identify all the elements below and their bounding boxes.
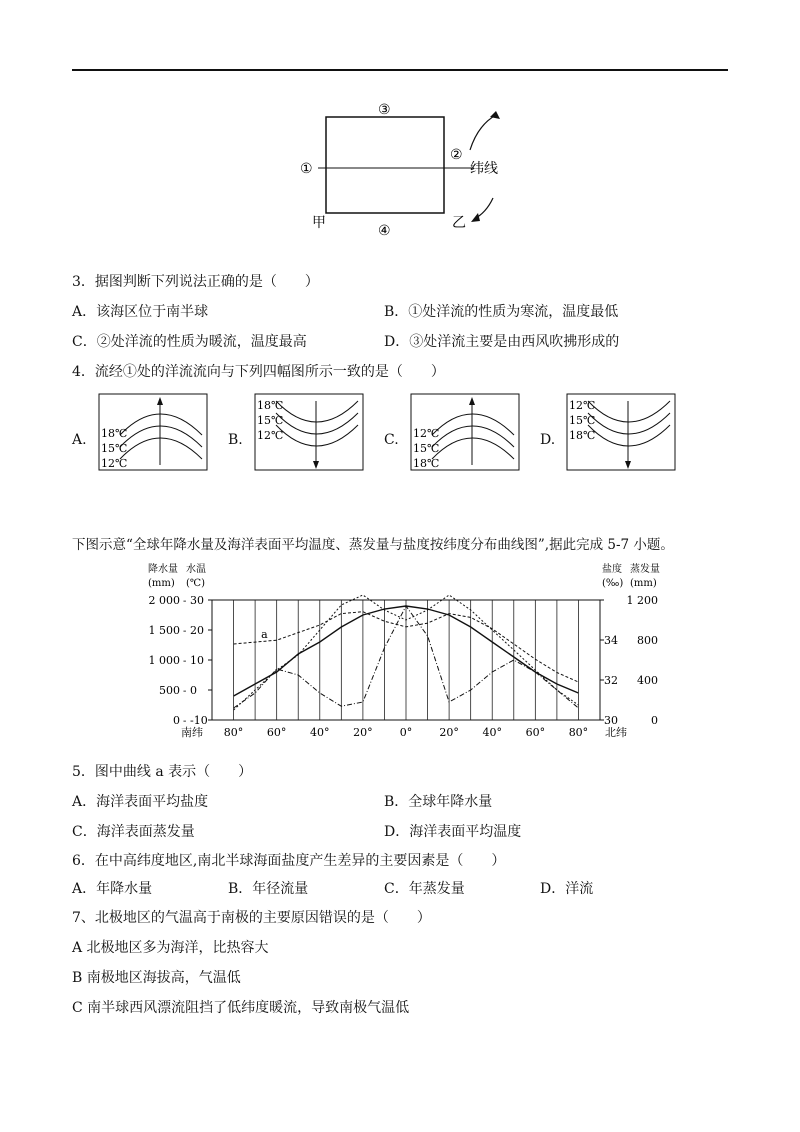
x-tick-label: 40° xyxy=(482,726,502,739)
q4-fig-letter-0: A. xyxy=(72,432,87,448)
current-rectangle xyxy=(326,117,444,213)
x-tick-label: 20° xyxy=(439,726,459,739)
intro-text: 下图示意“全球年降水量及海洋表面平均温度、蒸发量与盐度按纬度分布曲线图”,据此完成 5-7 小题。 xyxy=(72,537,674,553)
y-left-tick-precip: 0 xyxy=(173,714,180,727)
isotherm-line xyxy=(432,414,514,435)
q5-stem: 5．图中曲线 a 表示（ ） xyxy=(72,764,253,780)
y-left-tick-dash: - xyxy=(183,656,187,667)
q5-option-a: A．海洋表面平均盐度 xyxy=(72,794,209,810)
label-c3: ③ xyxy=(378,102,391,118)
y-right-tick-sal: 32 xyxy=(604,674,618,687)
x-tick-label: 20° xyxy=(353,726,373,739)
y-right-tick-sal: 34 xyxy=(604,634,618,647)
q7-option-c: C 南半球西风漂流阻挡了低纬度暖流，导致南极气温低 xyxy=(72,1000,410,1016)
q4-isotherm-fig-0 xyxy=(98,393,210,473)
isotherm-line xyxy=(276,413,358,434)
q4-fig-letter-1: B. xyxy=(228,432,243,448)
y-right-header-evap: 蒸发量 xyxy=(630,564,660,575)
q6-option-a: A．年降水量 xyxy=(72,881,153,897)
x-tick-label: 80° xyxy=(568,726,589,739)
q7-option-a: A 北极地区多为海洋，比热容大 xyxy=(72,940,269,956)
y-left-tick-temp: 10 xyxy=(190,654,204,667)
q6-option-b: B．年径流量 xyxy=(228,881,309,897)
ocean-current-diagram xyxy=(290,95,520,245)
label-c1: ① xyxy=(300,161,313,177)
q6-option-d: D．洋流 xyxy=(540,881,594,897)
isotherm-line xyxy=(588,413,670,434)
y-right-tick-evap: 800 xyxy=(637,634,658,647)
isotherm-temp-label: 12℃ xyxy=(569,399,596,412)
q4-stem: 4．流经①处的洋流流向与下列四幅图所示一致的是（ ） xyxy=(72,364,445,380)
label-c4: ④ xyxy=(378,223,391,239)
y-left-tick-dash: - xyxy=(183,596,187,607)
y-right-unit-sal: (‰) xyxy=(602,578,624,589)
q3-option-d: D．③处洋流主要是由西风吹拂形成的 xyxy=(384,334,620,350)
isotherm-temp-label: 15℃ xyxy=(413,442,440,455)
x-tick-label: 南纬 xyxy=(181,726,203,739)
latitude-distribution-chart xyxy=(140,560,660,750)
isotherm-temp-label: 18℃ xyxy=(413,457,440,470)
q4-isotherm-fig-2 xyxy=(410,393,522,473)
x-tick-label: 40° xyxy=(310,726,330,739)
q6-option-c: C．年蒸发量 xyxy=(384,881,465,897)
x-tick-label: 80° xyxy=(223,726,244,739)
q3-stem: 3．据图判断下列说法正确的是（ ） xyxy=(72,274,319,290)
q4-isotherm-fig-3 xyxy=(566,393,678,473)
q5-option-d: D．海洋表面平均温度 xyxy=(384,824,522,840)
x-tick-label: 0° xyxy=(399,726,413,739)
q7-stem: 7、北极地区的气温高于南极的主要原因错误的是（ ） xyxy=(72,910,431,926)
x-tick-label: 60° xyxy=(266,726,287,739)
arrow-down-head xyxy=(471,213,480,222)
y-left-tick-dash: - xyxy=(183,686,187,697)
isotherm-line xyxy=(120,414,202,435)
y-left-header-temp: 水温 xyxy=(186,564,206,575)
isotherm-temp-label: 15℃ xyxy=(569,414,596,427)
label-jia: 甲 xyxy=(312,215,326,231)
q6-stem: 6．在中高纬度地区,南北半球海面盐度产生差异的主要因素是（ ） xyxy=(72,853,506,869)
isotherm-line xyxy=(588,425,670,446)
y-left-tick-precip: 1 500 xyxy=(148,624,180,637)
label-weixian: 纬线 xyxy=(470,161,498,177)
isotherm-line xyxy=(120,438,202,459)
y-left-tick-precip: 1 000 xyxy=(148,654,180,667)
q4-isotherm-fig-1 xyxy=(254,393,366,473)
label-yi: 乙 xyxy=(452,215,466,231)
label-c2: ② xyxy=(450,147,463,163)
isotherm-line xyxy=(276,401,358,422)
y-left-tick-dash: - xyxy=(183,626,187,637)
isotherm-temp-label: 18℃ xyxy=(101,427,128,440)
y-right-unit-evap: (mm) xyxy=(630,578,657,589)
q3-option-c: C．②处洋流的性质为暖流，温度最高 xyxy=(72,334,307,350)
q5-option-c: C．海洋表面蒸发量 xyxy=(72,824,195,840)
x-tick-label: 北纬 xyxy=(605,726,627,739)
y-left-tick-dash: - xyxy=(183,716,187,727)
y-left-tick-precip: 2 000 xyxy=(148,594,180,607)
isotherm-line xyxy=(432,426,514,447)
isotherm-line xyxy=(276,425,358,446)
q7-option-b: B 南极地区海拔高，气温低 xyxy=(72,970,241,986)
y-right-header-sal: 盐度 xyxy=(602,564,622,575)
y-left-tick-temp: 0 xyxy=(190,684,197,697)
isotherm-temp-label: 15℃ xyxy=(257,414,284,427)
isotherm-line xyxy=(432,438,514,459)
isotherm-temp-label: 18℃ xyxy=(569,429,596,442)
isotherm-temp-label: 12℃ xyxy=(101,457,128,470)
y-left-unit-temp: (℃) xyxy=(186,578,205,589)
q3-option-b: B．①处洋流的性质为寒流，温度最低 xyxy=(384,304,619,320)
y-right-tick-sal: 30 xyxy=(604,714,618,727)
y-right-tick-evap: 1 200 xyxy=(626,594,658,607)
isotherm-temp-label: 12℃ xyxy=(257,429,284,442)
isotherm-line xyxy=(120,426,202,447)
arrow-up-icon xyxy=(469,397,475,405)
q4-fig-letter-3: D. xyxy=(540,432,556,448)
arrow-down-icon xyxy=(313,461,319,469)
q4-fig-letter-2: C. xyxy=(384,432,399,448)
isotherm-temp-label: 12℃ xyxy=(413,427,440,440)
isotherm-line xyxy=(588,401,670,422)
y-left-tick-temp: 20 xyxy=(190,624,204,637)
isotherm-temp-label: 18℃ xyxy=(257,399,284,412)
y-left-header-precip: 降水量 xyxy=(148,564,178,575)
curve-a-label: a xyxy=(261,628,268,642)
arrow-up-icon xyxy=(157,397,163,405)
y-right-tick-evap: 400 xyxy=(637,674,658,687)
y-left-unit-precip: (mm) xyxy=(148,578,175,589)
y-left-tick-temp: 30 xyxy=(190,594,204,607)
y-left-tick-temp: -10 xyxy=(190,714,208,727)
y-left-tick-precip: 500 xyxy=(159,684,180,697)
isotherm-temp-label: 15℃ xyxy=(101,442,128,455)
header-rule xyxy=(72,69,728,71)
y-right-tick-evap: 0 xyxy=(651,714,658,727)
q3-option-a: A．该海区位于南半球 xyxy=(72,304,209,320)
arrow-down-icon xyxy=(625,461,631,469)
q5-option-b: B．全球年降水量 xyxy=(384,794,493,810)
x-tick-label: 60° xyxy=(525,726,546,739)
arrow-up-curve xyxy=(470,115,496,150)
